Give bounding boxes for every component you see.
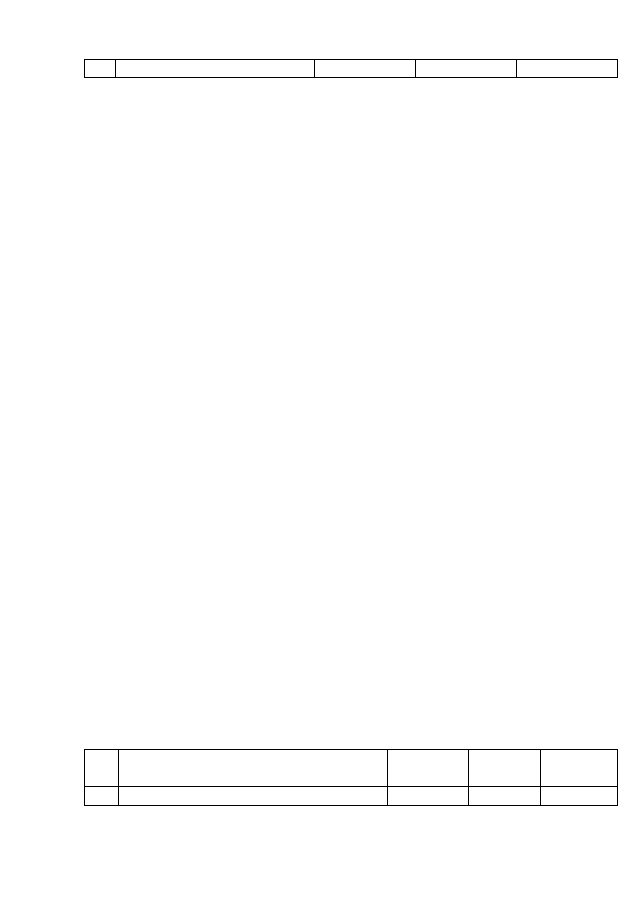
value-2018 <box>388 806 469 826</box>
index-cell-2 <box>118 787 387 806</box>
index-cell-3 <box>388 787 469 806</box>
header-cell-5 <box>516 60 617 78</box>
table-header-row <box>85 750 618 787</box>
value-2019 <box>468 806 541 826</box>
row-name <box>115 78 314 97</box>
header-cell-1 <box>85 60 116 78</box>
subvention-table <box>84 749 618 825</box>
index-cell-4 <box>468 787 541 806</box>
header-cell-2 <box>115 60 314 78</box>
column-index-row <box>85 787 618 806</box>
header-name <box>118 750 387 787</box>
subvention-body <box>85 750 618 826</box>
header-2019 <box>468 750 541 787</box>
district-totals-body <box>85 60 618 97</box>
index-cell-1 <box>85 787 119 806</box>
table-row <box>85 78 618 97</box>
row-name <box>118 806 387 826</box>
index-cell-5 <box>541 787 618 806</box>
header-cell-3 <box>314 60 415 78</box>
table-header-row <box>85 60 618 78</box>
value-2020 <box>541 806 618 826</box>
value-col-4 <box>415 78 516 97</box>
header-2020 <box>541 750 618 787</box>
value-col-3 <box>314 78 415 97</box>
district-totals-table <box>84 59 618 97</box>
header-2018 <box>388 750 469 787</box>
value-col-5 <box>516 78 617 97</box>
row-number <box>85 78 116 97</box>
header-cell-4 <box>415 60 516 78</box>
row-number <box>85 806 119 826</box>
header-no <box>85 750 119 787</box>
table-row <box>85 806 618 826</box>
